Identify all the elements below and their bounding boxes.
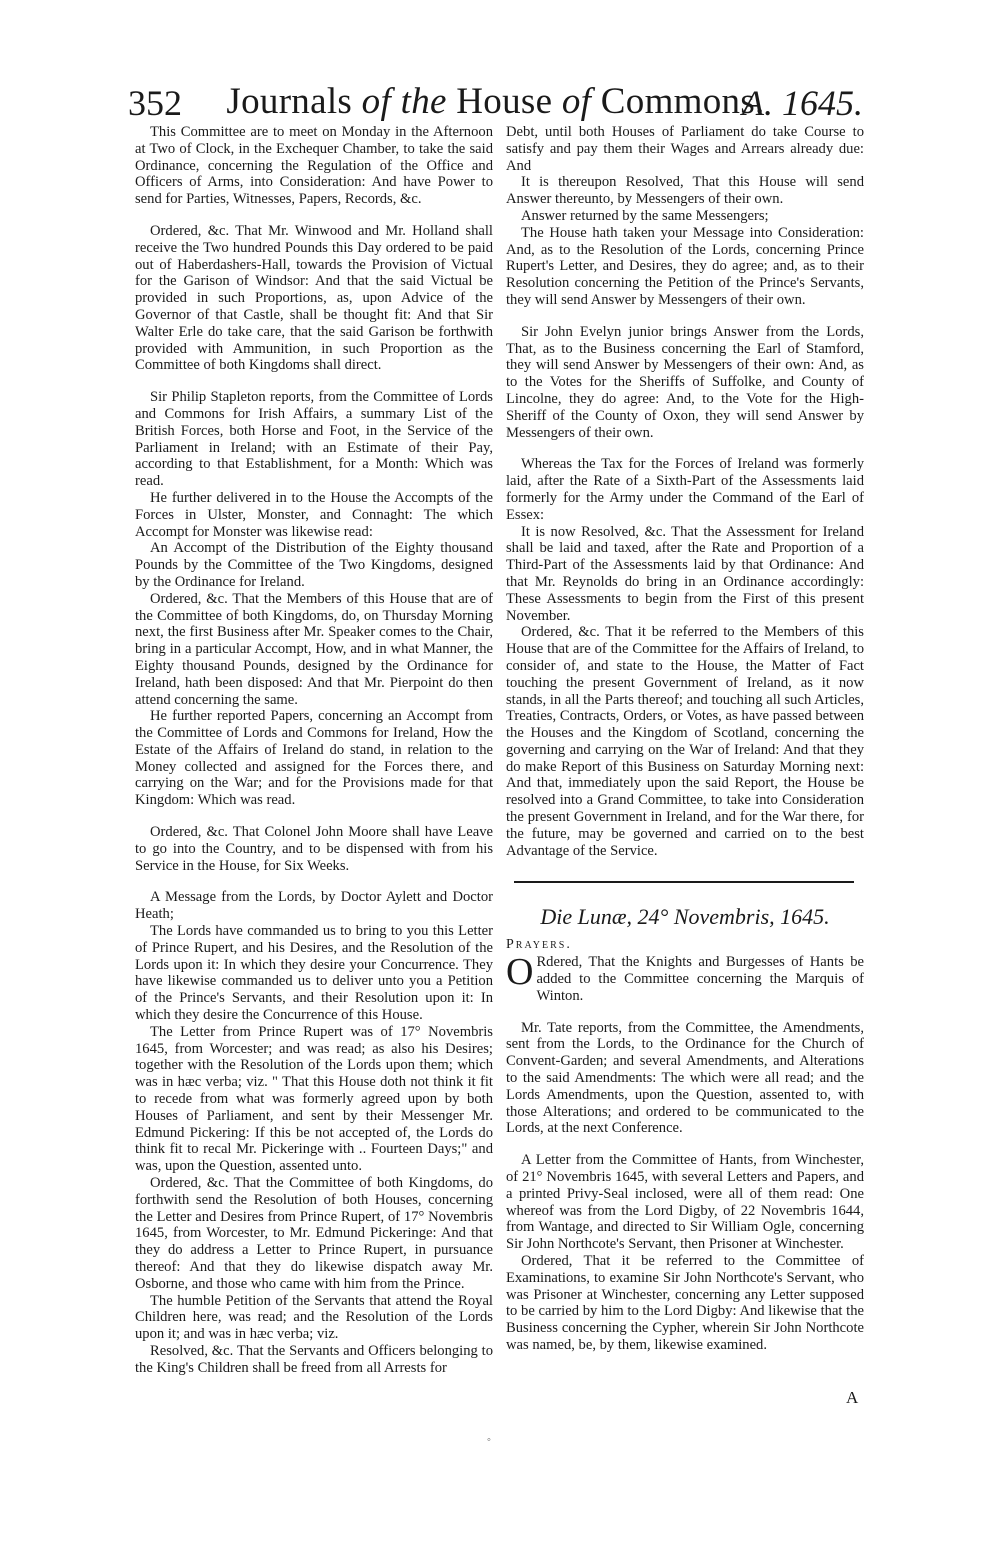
title-part: of [361, 81, 392, 122]
paragraph: This Committee are to meet on Monday in the Afternoon at Two of Clock, in the Exchequer Chamber, to take the said Ordinance, concerning the Regulation of the Office and Officers of Arms, into Consideration: And have Power to send for Parties, Witnesses, Papers, Records, &c. [135, 124, 493, 208]
left-column [135, 124, 493, 1377]
paragraph: The humble Petition of the Servants that attend the Royal Children here, was read; and the Resolution of the Lords upon it; and was in hæc verba; viz. [135, 1292, 493, 1343]
paragraph: Debt, until both Houses of Parliament do take Course to satisfy and pay them their Wages and Arrears already due: And [506, 124, 864, 174]
paragraph: The House hath taken your Message into Consideration: And, as to the Resolution of the Lords, concerning Prince Rupert's Letter, and Desires, they do agree; and, as to their Resolution concerning the Petition of the Prince's Servants, they will send Answer by Messengers of their own. [506, 224, 864, 308]
title-part: of [561, 81, 592, 122]
running-year: A. 1645. [742, 83, 863, 123]
paragraph: Whereas the Tax for the Forces of Ireland was formerly laid, after the Rate of a Sixth-Part of the Assessments laid formerly for the Army under the Command of the Earl of Essex: [506, 456, 864, 523]
title-part: Commons. [591, 81, 765, 122]
page-number: 352 [128, 83, 182, 123]
page-header [128, 78, 863, 124]
paragraph: Ordered, &c. That Mr. Winwood and Mr. Holland shall receive the Two hundred Pounds this Day ordered to be paid out of Haberdashers-Hall, towards the Provision of Victual for the Garison of Windsor: And that the said Victual be provided in such Proportions, as, upon Advice of the Governor of that Castle, shall be thought fit: And that Sir Walter Erle do take care, that the said Garison be forthwith provided with Ammunition, in such Proportion as the Committee of both Kingdoms shall direct. [135, 222, 493, 374]
paragraph: An Accompt of the Distribution of the Eighty thousand Pounds by the Committee of the Two Kingdoms, designed by the Ordinance for Ireland. [135, 540, 493, 590]
paragraph: A Message from the Lords, by Doctor Aylett and Doctor Heath; [135, 889, 493, 923]
paragraph [506, 951, 864, 1004]
paragraph: Ordered, &c. That it be referred to the Members of this House that are of the Committee for the Affairs of Ireland, to consider of, and state to the House, the Matter of Fact touching the present Government of Ireland, as it now stands, in all the Parts thereof; and touching all such Articles, Treaties, Contracts, Orders, or Votes, as have passed between the Houses and the Kingdom of Scotland, concerning the governing and carrying on the War of Ireland: And that they do make Report of this Business on Saturday Morning next: And that, immediately upon the said Report, the House be resolved into a Grand Committee, to take into Consideration the present Government in Ireland, and for the War there, for the future, may be governed and carried on to the best Advantage of the Service. [506, 624, 864, 859]
paragraph: A Letter from the Committee of Hants, from Winchester, of 21° Novembris 1645, with several Letters and Papers, and a printed Privy-Seal inclosed, were all of them read: One whereof was from the Lord Digby, of 22 Novembris 1644, from Wantage, and directed to Sir William Ogle, concerning Sir John Northcote's Servant, then Prisoner at Winchester. [506, 1152, 864, 1253]
paragraph: It is thereupon Resolved, That this House will send Answer thereunto, by Messengers of their own. [506, 174, 864, 208]
paragraph: It is now Resolved, &c. That the Assessment for Ireland shall be laid and taxed, after the Rate and Proportion of a Third-Part of the Assessments laid by that Ordinance: And that Mr. Reynolds do bring in an Ordinance accordingly: These Assessments to begin from the First of this present November. [506, 523, 864, 624]
section-divider [514, 881, 854, 883]
prayers-label: Prayers. [506, 937, 572, 953]
paragraph: Sir John Evelyn junior brings Answer from the Lords, That, as to the Business concerning the Earl of Stamford, they will send Answer by Messengers of their own: And, as to the Votes for the Sheriffs of Suffolke, and County of Lincolne, they do agree: And, to the Vote for the High-Sheriff of the County of Oxon, they will send Answer by Messengers of their own. [506, 323, 864, 441]
paragraph: Answer returned by the same Messengers; [521, 207, 769, 224]
paragraph: He further reported Papers, concerning an Accompt from the Committee of Lords and Commons for Ireland, How the Estate of the Affairs of Ireland do stand, in relation to the Money collected and assigned for the Forces there, and carrying on the War; and for the Provisions made for that Kingdom: Which was read. [135, 708, 493, 809]
paragraph-text: Rdered, That the Knights and Burgesses of Hants be added to the Committee concerning the Marquis of Winton. [536, 954, 864, 1004]
paragraph: Resolved, &c. That the Servants and Officers belonging to the King's Children shall be freed from all Arrests for [135, 1342, 493, 1376]
title-part: the [391, 81, 457, 122]
paragraph: Ordered, &c. That Colonel John Moore shall have Leave to go into the Country, and to be dispensed with from his Service in the House, for Six Weeks. [135, 824, 493, 874]
paragraph: The Lords have commanded us to bring to you this Letter of Prince Rupert, and his Desires, and the Resolution of the Lords upon it: In which they desire your Concurrence. They have likewise commanded us to deliver unto you a Petition of the Prince's Servants, and their Resolution upon it: In which they desire the Concurrence of this House. [135, 923, 493, 1024]
paragraph: He further delivered in to the House the Accompts of the Forces in Ulster, Monster, and Connaght: The which Accompt for Monster was likewise read: [135, 489, 493, 540]
paragraph: Ordered, &c. That the Members of this House that are of the Committee of both Kingdoms, do, on Thursday Morning next, the first Business after Mr. Speaker comes to the Chair, bring in a particular Accompt, How, and in what Manner, the Eighty thousand Pounds, designed by the Ordinance for Ireland, hath been disposed: And that Mr. Pierpoint do then attend concerning the same. [135, 590, 493, 708]
right-column [506, 124, 864, 1354]
paragraph: The Letter from Prince Rupert was of 17° Novembris 1645, from Worcester; and was read; as also his Desires; together with the Resolution of the Lords upon them; which was in hæc verba; viz. " That this House doth not think it fit to recede from what was formerly agreed upon by both Houses of Parliament, and sent by their Messenger Mr. Edmund Pickering: If this be not accepted of, the Lords do think fit to recal Mr. Pickeringe with .. Fourteen Days;" and was, upon the Question, assented unto. [135, 1023, 493, 1175]
day-heading: Die Lunæ, 24° Novembris, 1645. [540, 904, 830, 930]
title-part: Journals [226, 81, 362, 122]
paragraph: Sir Philip Stapleton reports, from the Committee of Lords and Commons for Irish Affairs, a summary List of the British Forces, both Horse and Foot, in the Service of the Parliament in Ireland; with an Estimate of their Pay, according to that Establishment, for a Month: Which was read. [135, 389, 493, 490]
page-mark: ◦ [487, 1434, 491, 1446]
paragraph: Ordered, &c. That the Committee of both Kingdoms, do forthwith send the Resolution of both Houses, concerning the Letter and Desires from Prince Rupert, of 17° Novembris 1645, from Worcester, to Mr. Edmund Pickeringe: And that they do address a Letter to Prince Rupert, in pursuance thereof: And that they do likewise dispatch away Mr. Osborne, and those who came with him from the Prince. [135, 1175, 493, 1292]
paragraph: Ordered, That it be referred to the Committee of Examinations, to examine Sir John Northcote's Servant, who was Prisoner at Winchester, concerning any Letter supposed to be carried by him to the Lord Digby: And likewise that the Business concerning the Cypher, wherein Sir John Northcote was named, be, by them, likewise examined. [506, 1253, 864, 1353]
title-part: House [456, 81, 562, 122]
catchword: A [846, 1388, 859, 1407]
drop-cap: O [506, 951, 534, 994]
paragraph: Mr. Tate reports, from the Committee, the Amendments, sent from the Lords, to the Ordinance for the Church of Convent-Garden; and several Amendments, and Alterations to the said Amendments: The which were all read; and the Lords Amendments, upon the Question, assented to, with those Alterations; and ordered to be communicated to the Lords, at the next Conference. [506, 1019, 864, 1137]
